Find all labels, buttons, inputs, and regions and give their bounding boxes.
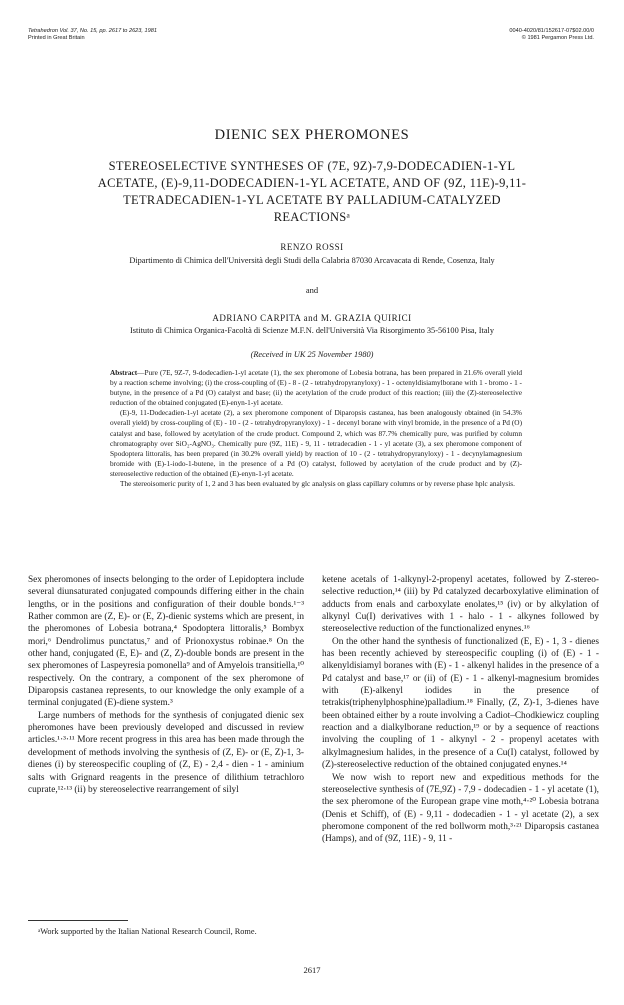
journal-citation: Tetrahedron Vol. 37, No. 15, pp. 2617 to 2623, 1981 (28, 28, 157, 34)
subtitle-line: TETRADECADIEN-1-YL ACETATE BY PALLADIUM-CATALYZED (123, 193, 501, 207)
printed-in: Printed in Great Britain (28, 35, 85, 42)
footnote-rule (28, 920, 128, 921)
article-title: DIENIC SEX PHEROMONES (214, 127, 410, 143)
author-rossi: RENZO ROSSI (280, 242, 344, 252)
body-paragraph: ketene acetals of 1-alkynyl-2-propenyl acetates, followed by Z-stereo-selective reduction,¹⁴ (iii) by Pd catalyzed decarboxylative elimination of adducts from enals and carboxylate enolates,¹⁵ (iv) or by alkylation of alkynyl Cu(I) derivatives with 1 - halo - 1 - alkynes followed by stereoselective reduction of the functionalized enynes.¹⁶ (322, 575, 599, 635)
subtitle-line: ACETATE, (E)-9,11-DODECADIEN-1-YL ACETATE, AND OF (9Z, 11E)-9,11- (97, 176, 527, 190)
publisher-info (509, 28, 594, 42)
footnote: ᵃWork supported by the Italian National Research Council, Rome. (38, 927, 257, 936)
abstract (110, 368, 522, 489)
received-date: (Received in UK 25 November 1980) (250, 350, 374, 359)
subtitle-line: STEREOSELECTIVE SYNTHESES OF (7E, 9Z)-7,9-DODECADIEN-1-YL (108, 159, 516, 173)
subtitle-line: REACTIONSᵃ (273, 210, 351, 224)
journal-info (28, 28, 157, 42)
body-paragraph: We now wish to report new and expeditious methods for the stereoselective synthesis of (7E,9Z) - 7,9 - dodecadien - 1 - yl acetate (1), the sex pheromone of the European grape vine moth,⁴⋅²⁰ Lobesia botrana (Denis et Schiff), of (E) - 9,11 - dodecadien - 1 - yl acetate (2), a sex pheromone component of the red bollworm moth,³⋅²¹ Diparopsis castanea (Hamps), and of (9Z, 11E) - 9, 11 - (322, 772, 599, 845)
abstract-label: Abstract (110, 368, 138, 377)
body-paragraph: On the other hand the synthesis of functionalized (E, E) - 1, 3 - dienes has been recently achieved by stereospecific coupling (i) of (E) - 1 - alkenyldisiamyl boranes with (E) - 1 - alkenyl halides in the presence of a Pd catalyst and base,¹⁷ or (ii) of (E) - 1 - alkenyl-magnesium bromides with (E)-alkenyl iodides in the presence of tetrakis(triphenylphosphine)palladium.¹⁸ Finally, (Z, Z)-1, 3-dienes have been obtained either by a route involving a Cadiot–Chodkiewicz coupling reaction and a dialkylborane reduction,¹⁹ or by a sequence of reactions involving the coupling of 1 - alkynyl - 2 - propenyl acetates with alkylmagnesium halides, in the presence of a Cu(I) catalyst, followed by (Z)-stereoselective reduction of the obtained conjugated enynes.¹⁴ (322, 636, 599, 771)
affiliation-pisa: Istituto di Chimica Organica-Facoltà di Scienze M.F.N. dell'Università Via Risorgimento 35-56100 Pisa, Italy (130, 326, 494, 335)
copyright: © 1981 Pergamon Press Ltd. (521, 35, 594, 42)
abstract-text: —Pure (7E, 9Z-7, 9-dodecadien-1-yl acetate (1), the sex pheromone of Lobesia botrana, has been prepared in 21.6% overall yield by a reaction scheme involving; (i) the cross-coupling of (E) - 8 - (2 - tetrahydropyranyloxy) - 1 - octenyldisiamylborane with 1 - bromo - 1 - butyne, in the presence of a Pd (O) catalyst and base; (ii) the acetylation of the crude product of this reaction; (iii) the (Z)-stereoselective reduction of the obtained conjugated (E)-enyn-1-yl acetate. (110, 368, 522, 408)
article-subtitle (60, 158, 564, 226)
affiliation-calabria: Dipartimento di Chimica dell'Università degli Studi della Calabria 87030 Arcavacata di Rende, Cosenza, Italy (129, 256, 495, 265)
abstract-paragraph: (E)-9, 11-Dodecadien-1-yl acetate (2), a sex pheromone component of Diparopsis castanea, has been analogously obtained (in 54.3% overall yield) by cross-coupling of (E) - 10 - (2 - tetrahydropyranyloxy) - 1 - decenyl borane with vinyl bromide, in the presence of a Pd (O) catalyst and base, followed by acetylation of the crude product. Compound 2, which was 87.7% chemically pure, was purified by column chromatography over SiO₂-AgNO₃. Chemically pure (9Z, 11E) - 9, 11 - tetradecadien - 1 - yl acetate (3), a sex pheromone component of Spodoptera littoralis, has been prepared (in 30.2% overall yield) by reaction of 10 - (2 - tetrahydropyranyloxy) - 1 - decynylamagnesium bromide with (E)-1-iodo-1-butene, in the presence of a Pd (O) catalyst, followed by acetylation of the crude product and by (Z)-stereoselective reduction of the obtained (E)-enyn-1-yl acetate. (110, 408, 522, 478)
body-paragraph: Sex pheromones of insects belonging to the order of Lepidoptera include several diunsaturated conjugated compounds differing either in the chain lengths, or in the positions and configuration of their double bonds.¹⁻³ Rather common are (Z, E)- or (E, Z)-dienic systems which are present, in the pheromones of Lobesia botrana,⁴ Spodoptera littoralis,⁵ Bombyx mori,⁶ Dendrolimus punctatus,⁷ and of Prionoxystus robinae.⁸ On the other hand, conjugated (E, E)- and (Z, Z)-double bonds are present in the sex pheromones of Laspeyresia pomonella⁹ and of Amyelois transitiella,¹⁰ respectively. On the contrary, a component of the sex pheromone of Diparopsis castanea represents, to our knowledge the only example of a terminal conjugated (E)-diene system.³ (28, 575, 304, 709)
article-code: 0040-4020/81/152617-07$02.00/0 (509, 28, 594, 34)
authors-carpita-quirici: ADRIANO CARPITA and M. GRAZIA QUIRICI (212, 313, 412, 323)
page-number: 2617 (303, 965, 321, 975)
abstract-paragraph (110, 368, 522, 408)
and-separator: and (305, 285, 319, 295)
body-column-right (322, 574, 599, 846)
body-paragraph: Large numbers of methods for the synthesis of conjugated dienic sex pheromones have been previously developed and discussed in review articles.¹⋅³⋅¹¹ More recent progress in this area has been made through the development of methods involving the synthesis of (Z, E)- or (E, Z)-1, 3-dienes (i) by stereospecific coupling of (Z, E) - 2,4 - dien - 1 - aminium salts with Grignard reagents in the presence of dilithium tetrachloro cuprate,¹²⋅¹³ (ii) by stereoselective rearrangement of silyl (28, 710, 304, 795)
body-column-left (28, 574, 304, 796)
abstract-paragraph: The stereoisomeric purity of 1, 2 and 3 has been evaluated by glc analysis on glass capillary columns or by reverse phase hplc analysis. (120, 479, 515, 489)
